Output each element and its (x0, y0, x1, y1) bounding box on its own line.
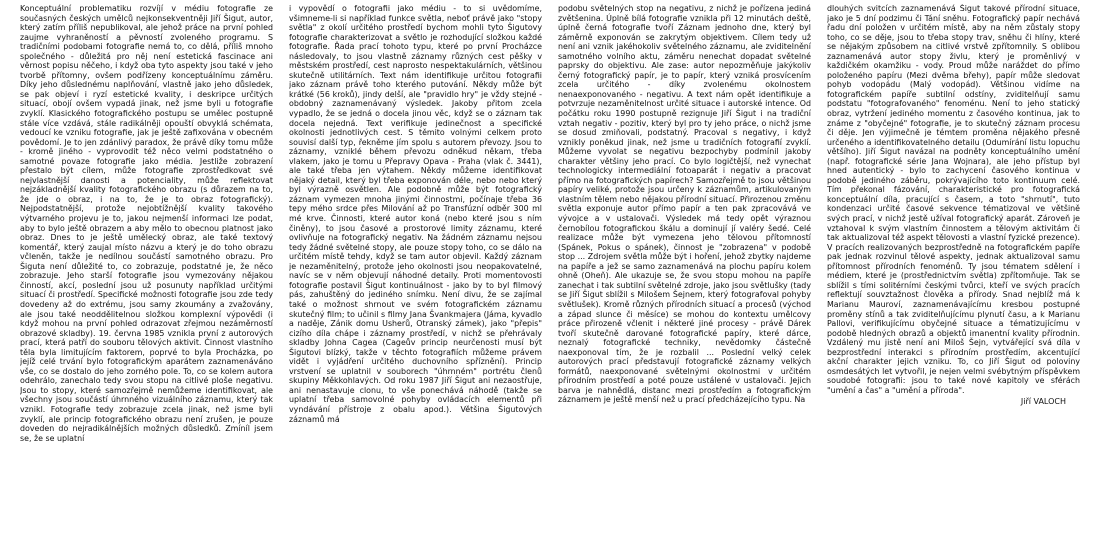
paragraph: dlouhých svitcích zaznamenává Šigut takové přírodní situace, jako je 5 dní podzimu či Tání sněhu. Fotografický papír nechává řadu dní položen v určitém místě, aby na něm zůstaly stopy toho, co se děje, jsou to třeba stopy trav, sněhu či hlíny, které se nějakým způsobem na citlivé vrstvě zpřítomnily. S oblibou zaznamenává autor stopy živlu, který je proměnlivý v každičkém okamžiku - vody. Proud může naráždet do přímo položeného papíru (Mezi dvěma břehy), papír může sledovat pohyb vodopádu (Malý vodopád). Většinou vidíme na fotografickém papíře subtilní odstíny, zviditelňují samu podstatu "fotografovaného" fenoménu. Není to jeho statický obraz, vytržení jediného momentu z časového kontinua, jak to známe z "obyčejné" fotografie, je to skutečný záznam procesu či děje. Jen výjimečně je témtem proměna nějakého přesně určeného a identifikovatelného detailu (Odumírání listu lopuchu většího). Jiří Šigut navázal na podněty konceptuálního umění (např. fotografické série Jana Wojnara), ale jeho přístup byl hned autentický - bylo to zachycení časového kontinua v podobě jediného záběru, pokrývajícího toto kontinuum celé. Tím překonal fázování, charakteristické pro fotografická konceptuální díla, pracující s časem, a toto "shrnutí", tuto kondenzaci určité časové sekvence tématizoval ve většině svých prací, v nichž jestě užíval fotografický aparát. Zároveň je vztahoval k svým vlastním činnostem a tělovým aktivitám či tak aktualizoval též aspekt tělovosti a vlastní fyzické prezence). V pracích realizovaných bezprostředně na fotografickém papíře pak jednak rozvinul tělové aspekty, jednak aktualizoval samu přítomnost přírodních fenoménů. Ty jsou tématem sdělení i médiem, které je (prostřednictvím světla) zpřítomňuje. Tak se sblížil s tími solitérními českými tvůrci, kteří ve svých pracích reflektují souvztažnost člověka a přírody. Snad nejblíž má k Marianu Mauroví, zaznamenávajícímu kresbou postupné proměny stínů a tak zviditelňujícímu plynutí času, a k Marianu Pallovi, verifikujícímu obyčejné situace a tématizujícímu v podobě hledných obrazů a objektů imanentní kvality přírodnin. Vzdálený mu jistě není ani Miloš Šejn, vytvářející svá díla v bezprostřední interakci s přírodním prostředím, akcentující akční charakter jejich vzniku. To, co Jiří Šigut od poloviny osmdesátých let vytvořil, je nejen velmi svébytným příspěvkem soudobé fotografii: jsou to také nové kapitoly ve sférách "umění a čas" a "umění a příroda". (827, 4, 1080, 395)
paragraph: podobu světelných stop na negativu, z nichž je pořízena jediná zvětšenina. Úplně bílá fotografie vznikla při 12 minutách deště, úplně černá fotografie tvoří Záznam jednoho dne, který byl záměrně exponován se zakrytým objektivem. Cílem tedy už není ani vznik jakéhokoliv světelného záznamu, ale zviditelnění samotného volního aktu, záměru nenechat dopadat světelné paprsky do objektivu. Ale zase: autor nepozměňuje jakýkoliv černý fotografický papír, je to papír, který vzniká prosvícením zcela určitého - díky zvolenému okolnostem nenaexponovaného - negativu. A text nám opět identifikuje a potvrzuje nezaměnitelnost určité situace i autorské intence. Od počátku roku 1990 postupně rezignuje Jiří Šigut i na tradiční vztah negativ - pozitiv, který byl pro ty jeho práce, o nichž jsme se dosud zmiňovali, podstatný. Pracoval s negativy, i když vznikly poněkud jinak, než jsme u tradičních fotografií zvyklí. Můžeme vyvolat se negativu bezpochyby podmínil jakoby charakter většiny jeho prací. Co bylo logičtější, než vynechat technologicky intermediální fotoaparát i negativ a pracovat přímo na fotografických papírech? Samozřejmě to jsou většinou papíry veliké, protože jsou určeny k záznamům, artikulovaným vlastním tělem nebo nějakou přírodní situací. Přirozenou změnu světla exponuje autor přímo papír a ten pak zpracovává ve vývojce a v ustalovači. Výsledek má tedy opět výraznou černobílou fotografickou škálu a dominují jí valéry šedé. Celé realizace může být vymezena jeho tělovou přítomností (Spánek, Pokus o spánek), činnost je "zobrazena" v podobě stop ... Zdrojem světla může být i hoření, jehož zbytky najdeme na papíře a jež se samo zaznamenává na plochu papíru kolem ohně (Oheň). Ale ukazuje se, že svou stopu mohou na papíře zanechat i tak subtilní světelné zdroje, jako jsou světlušky (tady se Jiří Šigut sblížil s Milošem Šejnem, který fotografoval pohyby světlušek). Kromě různých přírodních situací a procesů (východ a západ slunce či měsíce) se mohou do kontextu umělcovy práce přirozeně včlenit i některé jiné procesy - právě Dárek tvoří skutečně darované fotografické papíry, které dárce, neznalý fotografické techniky, nevědomky částečně naexponoval tím, že je rozbalil ... Poslední velký celek autorových prací představují fotografické záznamy velkých formátů, naexponované světelnými okolnostmi v určitém přírodním prostředí a poté pouze ustálené v ustalovači. Jejich barva je nahnědlá, distanc mezi prostředím a fotografickým záznamem je ještě menší než u prací předcházejícího typu. Na (558, 4, 811, 405)
text-column-2 (289, 4, 542, 534)
article-page (20, 4, 1080, 534)
paragraph: Konceptuální problematiku rozvíjí v médiu fotografie ze současných českých umělců nejkonsekventněji Jiří Šigut, autor, který zatím příliš nepublikoval, ale jehož práce na první pohled zaujme vyhraněností a pěvností zvoleného programu. S tradičními podobami fotografie nemá to, co dělá, příliš mnoho společného - důležitá pro něj není estetická fascinace ani věrnost popisu něčeho, i když oba tyto aspekty jsou také v jeho tvorbě přítomny, ovšem podřízeny konceptuálnímu záměru. Díky jeho důslednému naplňování, vlastně jako jeho důsledek, se pak objeví i ryzí estetické kvality, i deskripce určitých situací, obojí ovšem vypadá jinak, než jsme byli u fotografie zvyklí. Klasického fotografického postupu se umělec postupně stále více vzdává, stále radikálněji opouští obvyklá schémata, vedoucí ke vzniku fotografie, jak je ještě zafixována v obecném povědomí. Je to jen zdánlivý paradox, že právě díky tomu může - kromě jiného - vyprovodit též něco velmi podstatného o samotné povaze fotografie jako média. Jestliže zobrazení přestalo být cílem, může fotografie zprostředkovat své nejvlastnější danosti a potenciality, může reflektovat nejzákladnější kvality fotografického obrazu (s důrazem na to, že jde o obraz, i na to, že je to obraz fotografický). Nejpodstatnější, protože nejobtížnější kvality takového výtvarného projevu je to, jakou nejmenší informaci lze podat, aby to bylo ještě obrazem a aby mělo to obecnou platnost jako obraz. Dnes to je ještě umělecký obraz, ale také textový komentář, který zaujal místo názvu a který je do toho obrazu včleněn, takže je nedílnou součástí samotného obrazu. Pro Šiguta není důležité to, co zobrazuje, podstatné je, že něco zobrazuje. Jeho starší fotografie jsou vymezovány nějakou činností, akcí, poslední jsou už posunuty například určitými situací či prostředí. Specifické možnosti fotografie jsou zde tedy dovedeny až do extrému, jsou samy zkoumány a zvažovány, ale jsou také neoddělitelnou složkou komplexní výpovědi (i když mohou na první pohled odrazovat zřejmou nezáměrností obrazové skladby). 19. června 1985 vznikla první z autorových prací, která patří do souboru tělových aktivit. Činnost vlastního těla byla limitujícím faktorem, poprvé to byla Procházka, po jejíž celé trvání bylo fotografickým aparátem zaznamenáváno vše, co se dostalo do jeho zorného pole. To, co se kolem autora odehrálo, zanechalo tedy svou stopu na citlivé ploše negativu. Jsou to stopy, které samozřejmě nemůžeme identifikovat, ale všechny jsou součástí úhrnného vizuálního záznamu, který tak vznikl. Fotografie tedy zobrazuje zcela jinak, než jsme byli zvyklí, ale princip fotografického obrazu není zrušen, je pouze doveden do nejradikálnějších možných důsledků. Zmíníl jsem se, že se uplatní (20, 4, 273, 443)
paragraph: i vypovědí o fotografii jako médiu - to si uvědomíme, všimneme-li si například funkce světla, neboť právě jako "stopy světla" z okolí určitého prostředí bychom mohli tyto Šigutovy fotografie charakterizovat a světlo je rozhodující složkou každé fotografie. Řada prací tohoto typu, které po první Procházce následovaly, to jsou vlastně záznamy různých cest pěšky v městském prostředí, cest naprosto nespektakulárních, většinou skutečně utilitárních. Text nám identifikuje určitou fotografii jako záznam právě toho kterého putování. Někdy může být krátké (56 kroků), jindy delší, ale "pravidlo hry" je vždy stejné - obdobný zaznamenávaný výsledek. Jakoby přitom zcela vypadlo, že se jedná o docela jinou věc, když se o záznam tak docela nejedná. Text verifikuje jedinečnost a specifické okolnosti jednotlivých cest. S těmito volnými celkem proto souvisí další typ, řekněme jím spolu s autorem převozy. Jsou to záznamy, vzniklé během převozu odněkud někam, třeba vlakem, jako je tomu u Přepravy Opava - Praha (vlak č. 3441), ale také třeba jen výtahem. Někdy můžeme identifikovat nějaký detail, který byl třeba exponován déle, nebo nebo který byl výrazně osvětlen. Ale podobně může být fotografický záznam vymezen mnoha jinými činnostmi, počínaje třeba 36 tepy mého srdce přes Milování až po Transfúzní odběr 300 ml mé krve. Činnosti, které autor koná (nebo které jsou s ním činěny), to jsou časové a prostorové limity záznamu, které ovlivňuje na fotografický negativ. Na žádném záznamu nejsou tedy žádné světelné stopy, ale pouze stopy toho, co se dálo na určitém místě tehdy, když se tam autor objevil. Každý záznam je nezaměnitelný, protože jeho okolnosti jsou neopakovatelné, navíc se v něm objevují náhodné detaily. Proti momentovosti fotografie postavil Šigut kontinuálnost - jako by to byl filmový pás, zahuštěný do jediného snímku. Není divu, že se zajímal také o možnost shrnout ve svém fotografickém záznamu skutečný film; to učinil s filmy Jana Švankmajera (Jáma, kyvadlo a naděje, Zánik domu Usherů, Otranský zámek), jako "přepis" cizího díla chápe i záznamy prostředí, v nichž se přehrávaly skladby Johna Cagea (Cageův princip neurčenosti musí být Šigutovi blízký, takže v těchto fotografiích můžeme právem vidět i vyjádření určitého duchovního spříznění). Princip vrstvení se uplatnil v souborech "úhrnném" portrétu členů skupiny Měkkohlavých. Od roku 1987 Jiří Šigut ani nezaostřuje, ani nenastavuje clonu, to vše ponechává náhodě (takže se uplatní třeba samovolné pohyby ovládacích elementů při vyndávání přístroje z obalu apod.). Většina Šigutových záznamů má (289, 4, 542, 424)
text-column-4 (827, 4, 1080, 534)
text-column-1 (20, 4, 273, 534)
text-column-3 (558, 4, 811, 534)
author-signature: Jiří VALOCH (1020, 397, 1066, 407)
